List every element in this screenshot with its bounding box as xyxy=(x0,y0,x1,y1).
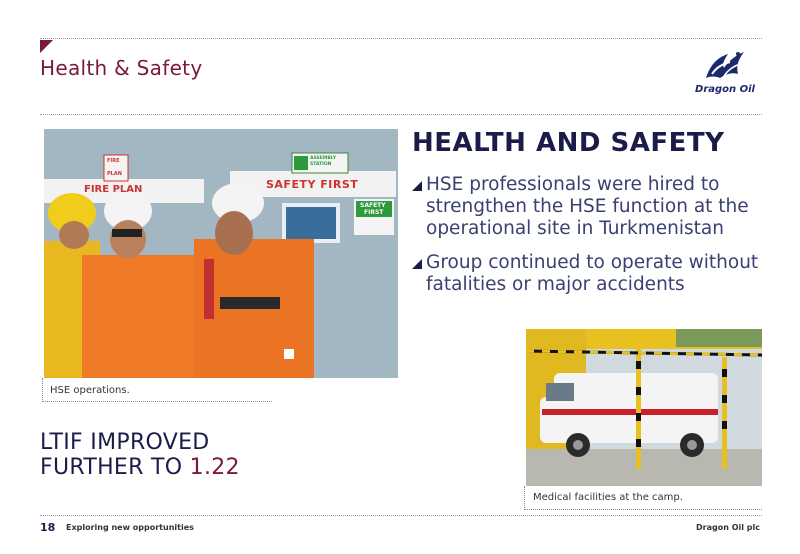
fire-sign-label: FIRE xyxy=(107,158,120,164)
fire-plan-sign: FIRE PLAN xyxy=(84,184,143,195)
bullet-list xyxy=(412,174,772,308)
safety-sign-label: SAFETY xyxy=(360,202,386,209)
medical-facilities-photo xyxy=(526,329,762,486)
list-item xyxy=(412,174,772,240)
corner-marker xyxy=(40,40,53,53)
main-heading: HEALTH AND SAFETY xyxy=(412,128,725,158)
left-photo-caption: HSE operations. xyxy=(50,385,130,396)
ltif-prefix: FURTHER TO xyxy=(40,455,190,480)
bullet-text: HSE professionals were hired to strengthen the HSE function at the operational site in Turkmenistan xyxy=(426,174,749,239)
plan-sign-label: PLAN xyxy=(107,171,122,177)
footer-tagline: Exploring new opportunities xyxy=(66,523,194,532)
ltif-line-1: LTIF IMPROVED xyxy=(40,430,210,455)
bullet-triangle-icon xyxy=(412,259,422,269)
footer-company: Dragon Oil plc xyxy=(696,523,760,532)
footer-divider xyxy=(40,515,762,516)
bullet-triangle-icon xyxy=(412,181,422,191)
safety-first-sign: SAFETY FIRST xyxy=(266,178,359,191)
top-divider xyxy=(40,38,762,39)
first-sign-label: FIRST xyxy=(364,209,384,216)
page-number: 18 xyxy=(40,521,56,534)
dragon-logo-icon xyxy=(702,44,748,84)
company-logo xyxy=(688,44,762,100)
section-title: Health & Safety xyxy=(40,56,203,80)
list-item xyxy=(412,252,772,296)
ltif-value: 1.22 xyxy=(189,455,240,480)
ltif-statement xyxy=(40,430,240,480)
ltif-line-2 xyxy=(40,455,240,480)
bullet-text: Group continued to operate without fatalities or major accidents xyxy=(426,252,759,295)
hse-operations-photo xyxy=(44,129,398,378)
logo-text: Dragon Oil xyxy=(695,84,755,95)
header-divider xyxy=(40,114,762,115)
assembly-station-sign: ASSEMBLY STATION xyxy=(310,156,337,167)
right-photo-caption: Medical facilities at the camp. xyxy=(533,492,683,503)
